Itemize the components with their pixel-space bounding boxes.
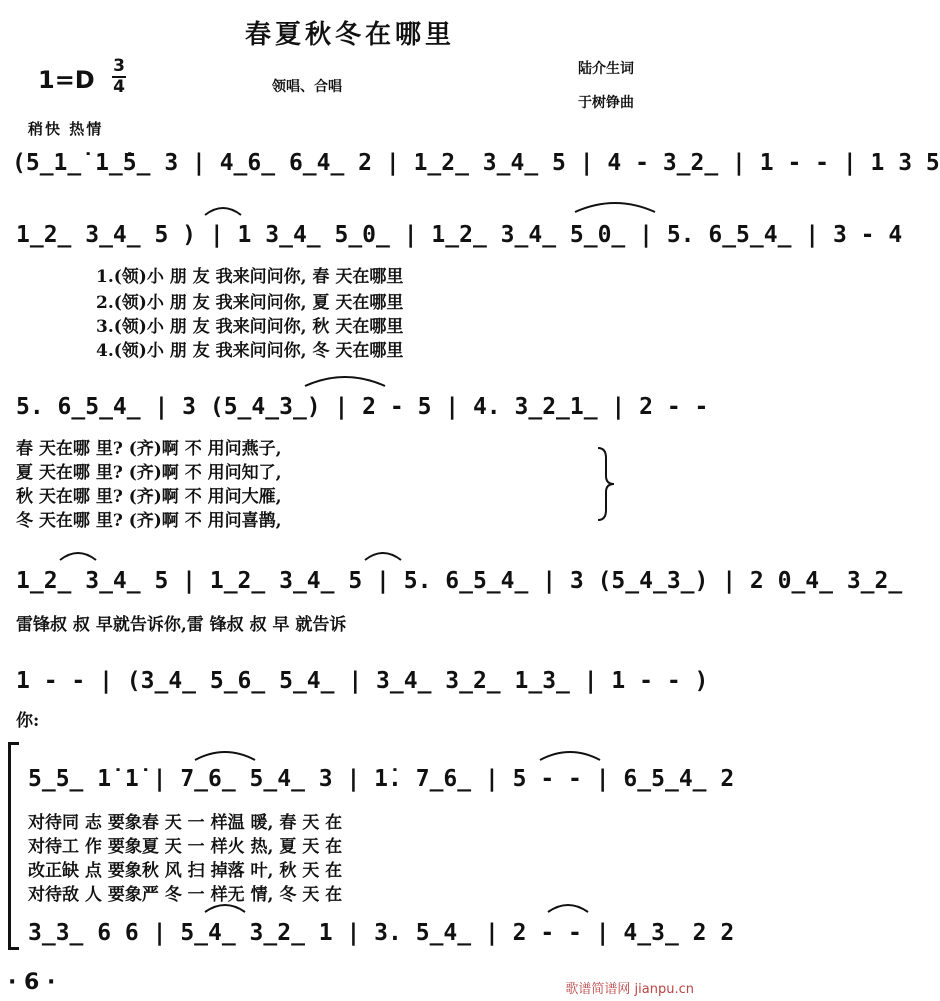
page-number: · 6 · (8, 970, 56, 995)
verse-brace (598, 448, 614, 520)
lyric-line-3-4: 冬 天在哪 里? (齐)啊 不 用问喜鹊, (16, 511, 282, 531)
lyric-line-5: 你: (16, 711, 40, 731)
slur-8 (205, 905, 245, 912)
slur-1 (205, 208, 241, 215)
performance-note: 领唱、合唱 (272, 79, 342, 95)
lyric-line-6-2: 对待工 作 要象夏 天 一 样火 热, 夏 天 在 (28, 837, 343, 857)
composer-credit: 于树铮曲 (578, 95, 634, 111)
lyric-line-6-3: 改正缺 点 要象秋 风 扫 掉落 叶, 秋 天 在 (28, 861, 343, 881)
slur-6 (195, 752, 255, 760)
slur-3 (305, 377, 385, 386)
lyric-line-3-2: 夏 天在哪 里? (齐)啊 不 用问知了, (16, 463, 282, 483)
notation-line-3: 5. 6̲5̲4̲ | 3 (5̲4̲3̲) | 2 - 5 | 4. 3̲2̲1̲ | 2 - - (16, 394, 709, 420)
lyric-line-6-1: 对待同 志 要象春 天 一 样温 暖, 春 天 在 (28, 813, 343, 833)
lyric-line-4: 雷锋叔 叔 早就告诉你,雷 锋叔 叔 早 就告诉 (16, 615, 347, 635)
tempo-marking: 稍快 热情 (28, 120, 104, 138)
lyric-line-2-4: 4.(领)小 朋 友 我来问问你, 冬 天在哪里 (96, 341, 404, 361)
notation-line-6: 5̲5̲ 1̇ 1̇ | 7̲6̲ 5̲4̲ 3 | 1̇. 7̲6̲ | 5 - - | 6̲5̲4̲ 2 (28, 766, 735, 792)
slur-9 (548, 905, 588, 912)
watermark: 歌谱简谱网 jianpu.cn (565, 982, 694, 997)
slur-4 (60, 553, 96, 560)
lyric-line-3-3: 秋 天在哪 里? (齐)啊 不 用问大雁, (16, 487, 282, 507)
slur-7 (540, 752, 600, 760)
notation-line-4: 1̲2̲ 3̲4̲ 5 | 1̲2̲ 3̲4̲ 5 | 5. 6̲5̲4̲ | 3 (5̲4̲3̲) | 2 0̲4̲ 3̲2̲ (16, 568, 903, 594)
notation-line-5: 1 - - | (3̲4̲ 5̲6̲ 5̲4̲ | 3̲4̲ 3̲2̲ 1̲3̲ | 1 - - ) (16, 668, 709, 694)
key-signature: 1=D (38, 66, 95, 94)
notation-line-1: (5̲1̲̇ 1̲̇5̲ 3 | 4̲6̲ 6̲4̲ 2 | 1̲2̲ 3̲4̲ 5 | 4 - 3̲2̲ | 1 - - | 1 3 5 (12, 150, 940, 176)
notation-line-7: 3̲3̲ 6 6 | 5̲4̲ 3̲2̲ 1 | 3. 5̲4̲ | 2 - - | 4̲3̲ 2 2 (28, 920, 735, 946)
slur-2 (575, 203, 655, 212)
time-signature-top: 3 (113, 56, 125, 76)
lyric-line-2-3: 3.(领)小 朋 友 我来问问你, 秋 天在哪里 (96, 317, 404, 337)
lyric-line-6-4: 对待敌 人 要象严 冬 一 样无 情, 冬 天 在 (28, 885, 343, 905)
lyric-line-2-2: 2.(领)小 朋 友 我来问问你, 夏 天在哪里 (96, 293, 404, 313)
lyric-line-2-1: 1.(领)小 朋 友 我来问问你, 春 天在哪里 (96, 267, 404, 287)
slur-5 (365, 553, 401, 560)
time-signature-bottom: 4 (113, 77, 125, 97)
lyric-line-3-1: 春 天在哪 里? (齐)啊 不 用问燕子, (16, 439, 282, 459)
song-title: 春夏秋冬在哪里 (244, 20, 455, 50)
notation-line-2: 1̲2̲ 3̲4̲ 5 ) | 1 3̲4̲ 5̲0̲ | 1̲2̲ 3̲4̲ 5̲0̲ | 5. 6̲5̲4̲ | 3 - 4 (16, 222, 903, 248)
lyricist-credit: 陆介生词 (578, 61, 634, 77)
